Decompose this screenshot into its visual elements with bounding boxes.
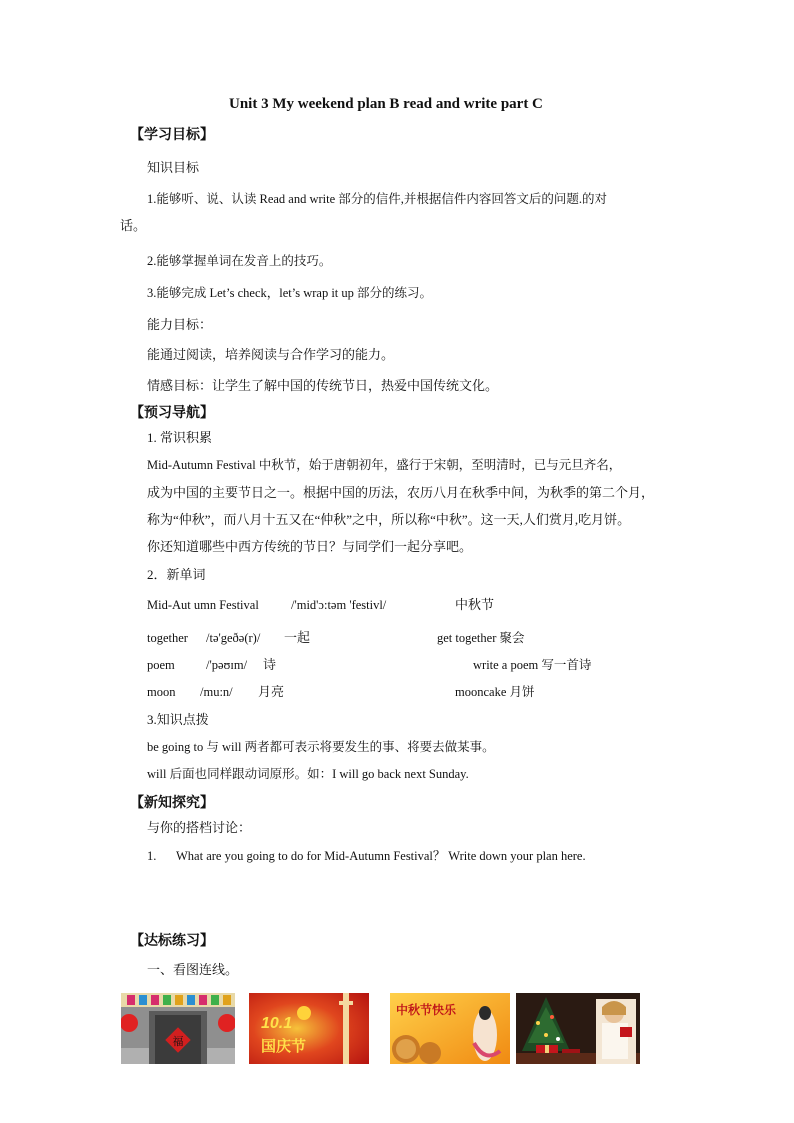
svg-text:福: 福 bbox=[172, 1035, 184, 1048]
ability-goal-label: 能力目标： bbox=[147, 317, 213, 332]
section-header-practice: 【达标练习】 bbox=[130, 933, 214, 949]
national-day-number: 10.1 bbox=[261, 1015, 293, 1032]
vocab-extra: mooncake 月饼 bbox=[455, 685, 535, 699]
vocab-meaning: 月亮 bbox=[258, 684, 285, 699]
section-header-goals: 【学习目标】 bbox=[130, 127, 214, 143]
preview-paragraph-line2: 成为中国的主要节日之一。根据中国的历法，农历八月在秋季中间，为秋季的第二个月， bbox=[147, 485, 655, 500]
knowledge-tip-line1: be going to 与 will 两者都可表示将要发生的事、将要去做某事。 bbox=[147, 740, 495, 754]
vocab-extra: write a poem 写一首诗 bbox=[473, 658, 592, 672]
vocab-phonetic: /'pəʊɪm/ bbox=[206, 658, 248, 672]
preview-paragraph-line4: 你还知道哪些中西方传统的节日？与同学们一起分享吧。 bbox=[147, 539, 473, 554]
vocab-word: Mid-Aut umn Festival bbox=[147, 598, 259, 612]
emotion-goal-text: 情感目标：让学生了解中国的传统节日，热爱中国传统文化。 bbox=[147, 378, 499, 393]
preview-item-1-label: 1. 常识积累 bbox=[147, 430, 213, 445]
christmas-picture bbox=[516, 993, 640, 1064]
explore-question-text: What are you going to do for Mid-Autumn Festival？ Write down your plan here. bbox=[176, 849, 586, 863]
vocab-meaning: 一起 bbox=[284, 630, 311, 645]
national-day-picture bbox=[249, 993, 369, 1064]
vocab-meaning: 诗 bbox=[263, 657, 277, 672]
practice-task: 一、看图连线。 bbox=[147, 962, 239, 977]
explore-question-number: 1. bbox=[147, 849, 157, 863]
vocab-meaning: 中秋节 bbox=[455, 597, 495, 612]
preview-item-3-label: 3.知识点拨 bbox=[147, 712, 209, 727]
explore-intro: 与你的搭档讨论： bbox=[147, 820, 252, 835]
ability-goal-text: 能通过阅读，培养阅读与合作学习的能力。 bbox=[147, 347, 395, 362]
vocab-word: together bbox=[147, 631, 188, 645]
spring-festival-picture bbox=[121, 993, 235, 1064]
mid-autumn-greeting: 中秋节快乐 bbox=[396, 1003, 457, 1017]
mid-autumn-picture bbox=[390, 993, 510, 1064]
preview-item-2-label: 2．新单词 bbox=[147, 567, 206, 582]
knowledge-goal-1-line2: 话。 bbox=[120, 218, 147, 233]
document-title: Unit 3 My weekend plan B read and write part C bbox=[229, 96, 543, 112]
preview-paragraph-line1: Mid-Autumn Festival 中秋节，始于唐朝初年，盛行于宋朝，至明清时，已与元旦齐名， bbox=[147, 458, 622, 472]
vocab-phonetic: /tə'geðə(r)/ bbox=[206, 631, 261, 645]
section-header-preview: 【预习导航】 bbox=[130, 405, 214, 421]
section-header-explore: 【新知探究】 bbox=[130, 795, 214, 811]
vocab-word: poem bbox=[147, 658, 175, 672]
knowledge-goal-2: 2.能够掌握单词在发音上的技巧。 bbox=[147, 254, 332, 268]
vocab-phonetic: /'mid'ɔ:təm 'festivl/ bbox=[291, 598, 387, 612]
preview-paragraph-line3: 称为“仲秋”，而八月十五又在“仲秋”之中，所以称“中秋”。这一天,人们赏月,吃月饼。 bbox=[147, 512, 631, 527]
knowledge-tip-line2: will 后面也同样跟动词原形。如：I will go back next Sunday. bbox=[147, 767, 469, 781]
vocab-extra: get together 聚会 bbox=[437, 631, 525, 645]
knowledge-goal-3: 3.能够完成 Let’s check，let’s wrap it up 部分的练习。 bbox=[147, 286, 433, 300]
vocab-word: moon bbox=[147, 685, 176, 699]
knowledge-goal-label: 知识目标 bbox=[147, 160, 200, 175]
national-day-label: 国庆节 bbox=[261, 1037, 307, 1055]
knowledge-goal-1-line1: 1.能够听、说、认读 Read and write 部分的信件,并根据信件内容回答文后的问题.的对 bbox=[147, 192, 608, 206]
vocab-phonetic: /mu:n/ bbox=[200, 685, 233, 699]
